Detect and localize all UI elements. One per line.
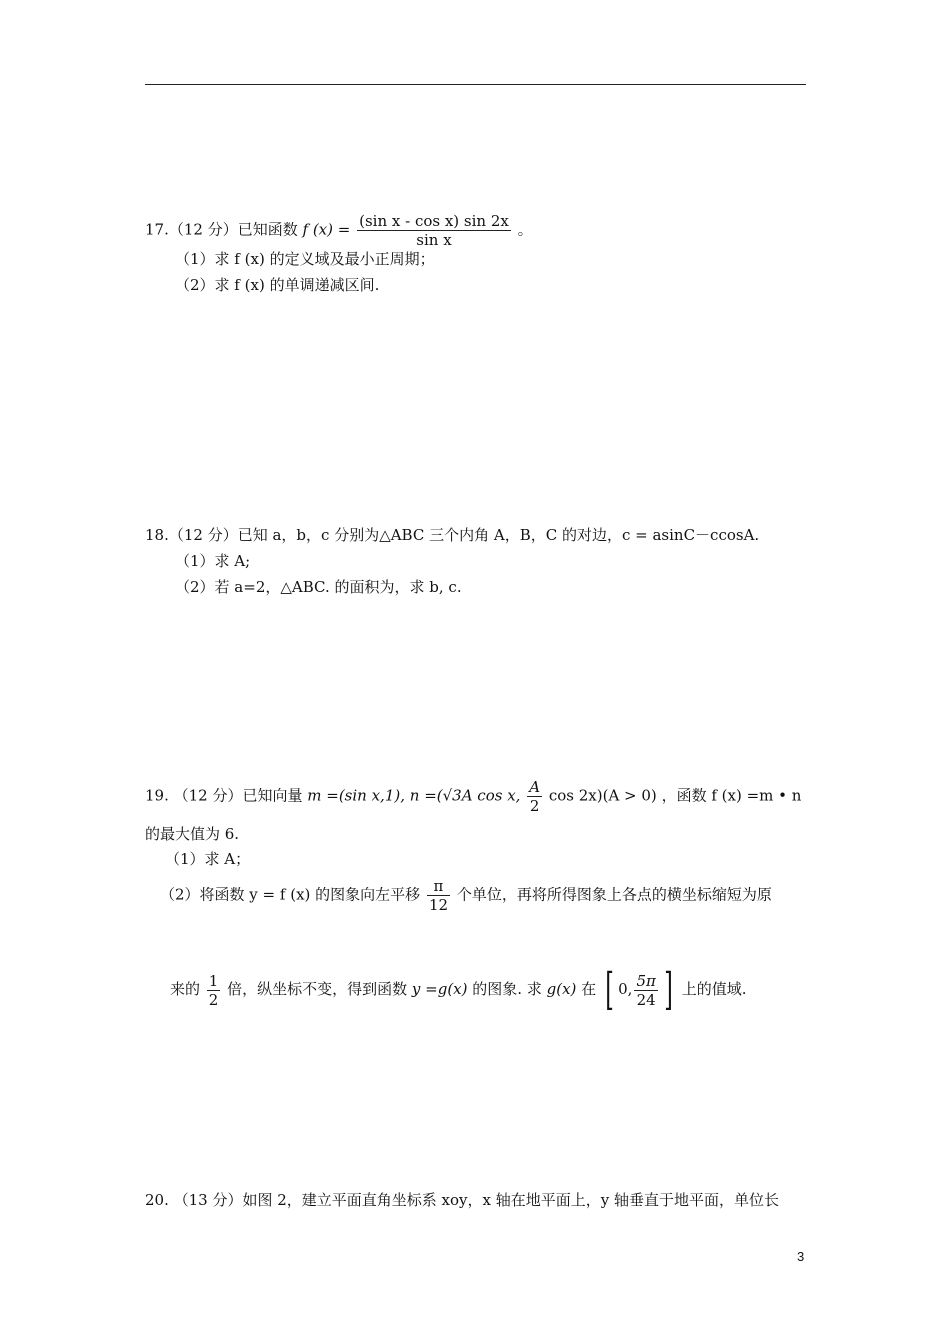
q19-part1: （1）求 A； [165, 850, 251, 868]
q19-function: ，函数 f (x) =m • n [661, 786, 802, 805]
q19-head: 19. （12 分）已知向量 [145, 786, 303, 805]
q18-stem: 18.（12 分）已知 a，b，c 分别为△ABC 三个内角 A，B，C 的对边，c = asinC－ccosA. [145, 526, 760, 544]
q17-stem [145, 212, 533, 249]
q19-interval-left: 0, [618, 980, 633, 998]
q17-tail: 。 [517, 220, 533, 239]
q18-part2: （2）若 a=2，△ABC. 的面积为，求 b, c. [175, 578, 462, 596]
q19-one-half [207, 972, 221, 1009]
q19-a-num: A [529, 778, 541, 796]
q19-pi-over-12 [427, 877, 450, 914]
q18-part1: （1）求 A; [175, 552, 251, 570]
q17-part2: （2）求 f (x) 的单调递减区间. [175, 276, 380, 294]
q19-l3-mid: 倍，纵坐标不变，得到函数 [227, 980, 408, 998]
q19-5pi-over-24 [634, 972, 657, 1009]
q19-a-over-2 [527, 778, 542, 815]
q20-stem: 20. （13 分）如图 2，建立平面直角坐标系 xoy，x 轴在地平面上，y 轴垂直于地平面，单位长 [145, 1191, 779, 1209]
page-number: 3 [797, 1249, 805, 1264]
q19-line2: 的最大值为 6. [145, 825, 240, 843]
q19-l3-g: y =g(x) [411, 980, 468, 998]
q17-part1: （1）求 f (x) 的定义域及最小正周期； [175, 250, 435, 268]
q19-stem [145, 778, 801, 815]
q19-vector-tail: cos 2x)(A > 0) [548, 786, 657, 805]
q19-right-bracket: ] [664, 964, 673, 1015]
q19-left-bracket: [ [605, 964, 614, 1015]
q19-int-den: 24 [636, 990, 656, 1009]
q19-int-num: 5π [636, 971, 656, 990]
q19-pi-den: 12 [428, 896, 449, 914]
q19-part2-line2 [170, 964, 747, 1015]
q19-half-den: 2 [208, 990, 219, 1009]
q19-l3-mid2: 的图象. 求 [472, 980, 542, 998]
q19-part2-head: （2）将函数 y = f (x) 的图象向左平移 [160, 885, 421, 904]
q19-a-den: 2 [529, 797, 540, 815]
q17-denominator: sin x [416, 231, 452, 249]
q19-part2-tail: 个单位，再将所得图象上各点的横坐标缩短为原 [456, 885, 772, 904]
q17-fraction [357, 212, 511, 249]
q17-numerator: (sin x - cos x) sin 2x [359, 212, 509, 230]
q19-l3-in: 在 [581, 980, 597, 998]
header-rule [145, 84, 806, 85]
q19-half-num: 1 [208, 971, 219, 990]
q19-part2 [160, 877, 772, 914]
q17-fx: f (x) = [302, 220, 351, 239]
q17-head: 17.（12 分）已知函数 [145, 220, 298, 239]
q19-l3-gx: g(x) [546, 980, 577, 998]
q19-vectors: m =(sin x,1), n =(√3A cos x, [307, 786, 521, 805]
q19-pi-num: π [427, 877, 450, 896]
q19-l3-tail: 上的值域. [681, 980, 747, 998]
q19-l3-head: 来的 [170, 980, 201, 998]
